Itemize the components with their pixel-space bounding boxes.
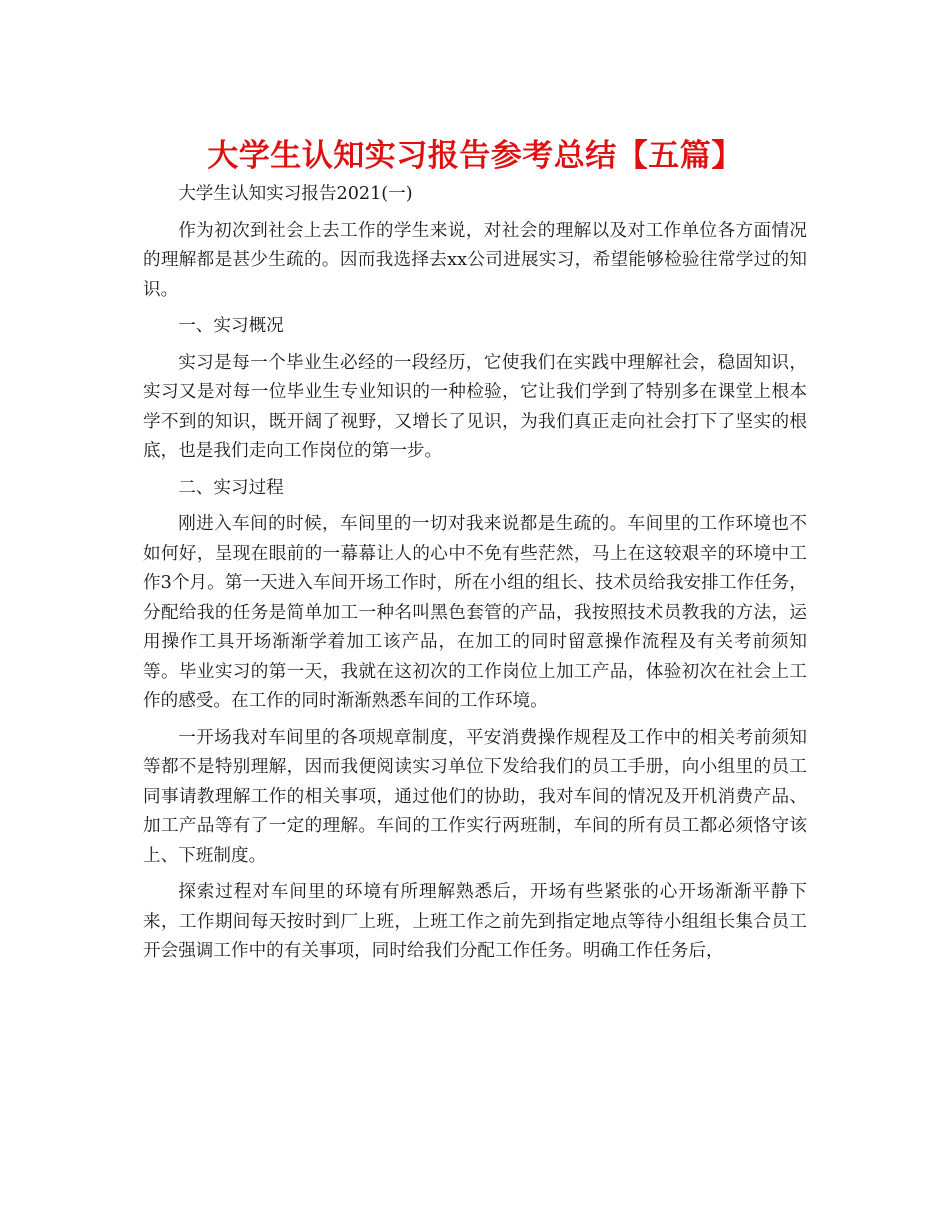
document-title: 大学生认知实习报告参考总结【五篇】 [207,138,743,174]
paragraph-process-2: 一开场我对车间里的各项规章制度，平安消费操作规程及工作中的相关考前须知等都不是特别理解，因而我便阅读实习单位下发给我们的员工手册，向小组里的员工同事请教理解工作的相关事项，通过他们的协助，我对车间的情况及开机消费产品、加工产品等有了一定的理解。车间的工作实行两班制，车间的所有员工都必须恪守该上、下班制度。 [143,727,807,866]
section-heading-process: 二、实习过程 [178,477,284,498]
paragraph-intro: 作为初次到社会上去工作的学生来说，对社会的理解以及对工作单位各方面情况的理解都是甚少生疏的。因而我选择去xx公司进展实习，希望能够检验往常学过的知识。 [143,220,807,300]
document-body [143,180,807,967]
section-heading-report-2021: 大学生认知实习报告2021(一) [178,184,413,204]
paragraph-process-3: 探索过程对车间里的环境有所理解熟悉后，开场有些紧张的心开场渐渐平静下来，工作期间每天按时到厂上班，上班工作之前先到指定地点等待小组组长集合员工开会强调工作中的有关事项，同时给我们分配工作任务。明确工作任务后， [143,882,807,961]
paragraph-overview: 实习是每一个毕业生必经的一段经历，它使我们在实践中理解社会，稳固知识，实习又是对每一位毕业生专业知识的一种检验，它让我们学到了特别多在课堂上根本学不到的知识，既开阔了视野，又增长了见识，为我们真正走向社会打下了坚实的根底，也是我们走向工作岗位的第一步。 [143,352,807,461]
section-heading-overview: 一、实习概况 [178,316,284,336]
paragraph-process-1: 刚进入车间的时候，车间里的一切对我来说都是生疏的。车间里的工作环境也不如何好，呈现在眼前的一幕幕让人的心中不免有些茫然，马上在这较艰辛的环境中工作3个月。第一天进入车间开场工作时，所在小组的组长、技术员给我安排工作任务，分配给我的任务是简单加工一种名叫黑色套管的产品，我按照技术员教我的方法，运用操作工具开场渐渐学着加工该产品，在加工的同时留意操作流程及有关考前须知等。毕业实习的第一天，我就在这初次的工作岗位上加工产品，体验初次在社会上工作的感受。在工作的同时渐渐熟悉车间的工作环境。 [143,514,807,711]
